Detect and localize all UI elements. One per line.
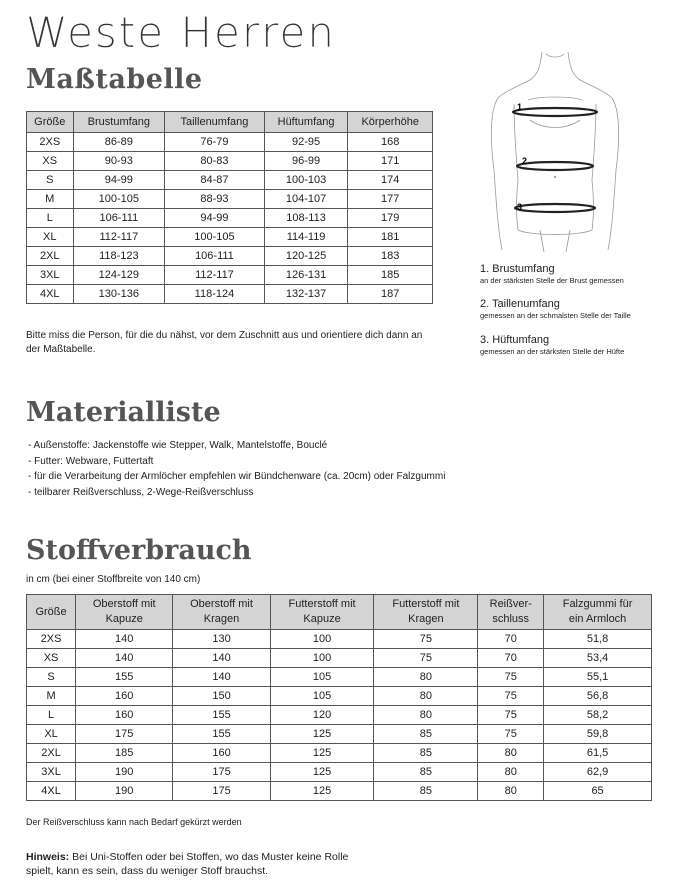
table-cell: 100 (270, 649, 374, 668)
column-header (76, 595, 173, 630)
column-header-text: Größe (34, 116, 66, 128)
column-header-text: Kragen (203, 613, 240, 625)
material-list (28, 438, 445, 500)
fabric-consumption-table (26, 594, 652, 801)
table-cell: 80 (478, 763, 544, 782)
list-item: - Außenstoffe: Jackenstoffe wie Stepper, Walk, Mantelstoffe, Bouclé (28, 440, 328, 451)
size-chart-heading: Maßtabelle (26, 64, 203, 95)
column-header-text: Kapuze (105, 613, 143, 625)
table-cell: 2XS (27, 630, 76, 649)
column-header-text: Kragen (408, 613, 444, 625)
column-header (173, 595, 270, 630)
table-cell: 62,9 (544, 763, 652, 782)
table-cell: 3XL (27, 266, 74, 285)
table-cell: XL (27, 228, 74, 247)
column-header (27, 595, 76, 630)
table-cell: 104-107 (264, 190, 348, 209)
column-header-text: Hüftumfang (277, 116, 335, 128)
column-header-text: Brustumfang (87, 116, 151, 128)
list-item: - teilbarer Reißverschluss, 2-Wege-Reißverschluss (28, 486, 254, 498)
table-cell: 85 (374, 744, 478, 763)
table-cell: 85 (374, 782, 478, 801)
table-cell: S (27, 668, 76, 687)
column-header (478, 595, 544, 630)
table-cell: 55,1 (544, 668, 652, 687)
column-header (348, 112, 433, 133)
table-cell: 105 (270, 668, 374, 687)
table-cell: 125 (270, 782, 374, 801)
torso-illustration (480, 40, 630, 260)
column-header-text: Reißver- (489, 598, 532, 610)
table-cell: 80 (374, 687, 478, 706)
column-header-text: Futterstoff mit (392, 598, 460, 610)
table-cell: 177 (348, 190, 433, 209)
table-cell: 3XL (27, 763, 76, 782)
column-header-text: Größe (35, 605, 67, 618)
table-row (27, 706, 652, 725)
table-cell: 105 (270, 687, 374, 706)
column-header-text: Futterstoff mit (288, 598, 356, 610)
table-cell: L (27, 706, 76, 725)
table-cell: 76-79 (165, 133, 265, 152)
table-row (27, 228, 433, 247)
column-header-text: schluss (492, 613, 530, 625)
table-cell: 112-117 (165, 266, 265, 285)
list-item: - Futter: Webware, Futtertaft (28, 455, 154, 467)
table-cell: 171 (348, 152, 433, 171)
table-cell: 70 (478, 649, 544, 668)
zipper-note: Der Reißverschluss kann nach Bedarf gekürzt werden (26, 817, 242, 827)
table-row (27, 266, 433, 285)
page-title: Weste Herren (26, 8, 336, 57)
marker-2: 2 (522, 156, 528, 166)
material-heading: Materialliste (26, 397, 221, 428)
table-cell: 85 (374, 763, 478, 782)
table-cell: 140 (173, 649, 270, 668)
table-row (27, 668, 652, 687)
table-cell: 185 (76, 744, 173, 763)
table-cell: 85 (374, 725, 478, 744)
table-cell: 70 (478, 630, 544, 649)
column-header (264, 112, 348, 133)
table-cell: 56,8 (544, 687, 652, 706)
table-cell: 2XL (27, 247, 74, 266)
table-cell: 125 (270, 725, 374, 744)
table-cell: 86-89 (73, 133, 165, 152)
column-header (27, 112, 74, 133)
table-cell: 75 (478, 725, 544, 744)
column-header-text: Oberstoff mit (190, 598, 253, 610)
table-cell: 75 (478, 706, 544, 725)
legend-item-2: 2. Taillenumfang gemessen an der schmalsten Stelle der Taille (480, 298, 631, 320)
table-cell: 118-123 (73, 247, 165, 266)
fabric-consumption-heading: Stoffverbrauch (26, 535, 252, 566)
table-cell: 187 (348, 285, 433, 304)
table-cell: 120-125 (264, 247, 348, 266)
table-cell: 124-129 (73, 266, 165, 285)
column-header (544, 595, 652, 630)
table-cell: 160 (76, 706, 173, 725)
table-cell: 53,4 (544, 649, 652, 668)
table-cell: 4XL (27, 285, 74, 304)
table-cell: 120 (270, 706, 374, 725)
table-cell: 125 (270, 763, 374, 782)
table-cell: 190 (76, 782, 173, 801)
table-cell: 155 (173, 706, 270, 725)
size-chart-note: Bitte miss die Person, für die du nähst, vor dem Zuschnitt aus und orientiere dich dann an der Maßtabelle. (26, 330, 423, 355)
table-cell: S (27, 171, 74, 190)
table-row (27, 171, 433, 190)
table-row (27, 630, 652, 649)
hint-text: Hinweis: Bei Uni-Stoffen oder bei Stoffen, wo das Muster keine Rolle spielt, kann es sein, dass du weniger Stoff brauchst. (26, 851, 349, 877)
table-cell: 140 (76, 630, 173, 649)
table-cell: 100-105 (73, 190, 165, 209)
column-header-text: Oberstoff mit (92, 598, 156, 610)
table-cell: 130 (173, 630, 270, 649)
table-cell: 75 (478, 668, 544, 687)
table-cell: 175 (173, 763, 270, 782)
table-cell: 106-111 (73, 209, 165, 228)
column-header (73, 112, 165, 133)
table-cell: XS (27, 649, 76, 668)
table-cell: 130-136 (73, 285, 165, 304)
table-cell: 75 (478, 687, 544, 706)
table-cell: 92-95 (264, 133, 348, 152)
column-header-text: Kapuze (303, 613, 341, 625)
marker-1: 1 (517, 102, 523, 112)
table-cell: 80 (478, 782, 544, 801)
list-item: - für die Verarbeitung der Armlöcher empfehlen wir Bündchenware (ca. 20cm) oder Falzgummi (28, 471, 446, 482)
table-cell: 132-137 (264, 285, 348, 304)
table-cell: 114-119 (264, 228, 348, 247)
table-cell: 125 (270, 744, 374, 763)
table-cell: 183 (348, 247, 433, 266)
table-cell: 160 (173, 744, 270, 763)
column-header-text: ein Armloch (568, 613, 627, 625)
table-row (27, 285, 433, 304)
table-cell: XS (27, 152, 74, 171)
table-row (27, 247, 433, 266)
table-row (27, 209, 433, 228)
table-cell: 174 (348, 171, 433, 190)
table-cell: 108-113 (264, 209, 348, 228)
marker-3: 3 (517, 202, 523, 212)
column-header-text: Falzgummi für (562, 598, 633, 610)
table-cell: 2XS (27, 133, 74, 152)
table-cell: 112-117 (73, 228, 165, 247)
column-header-text: Taillenumfang (180, 116, 249, 128)
table-header-row (27, 595, 652, 630)
table-cell: 4XL (27, 782, 76, 801)
table-cell: 80 (478, 744, 544, 763)
size-chart-table (26, 111, 433, 304)
table-row (27, 744, 652, 763)
table-cell: 140 (173, 668, 270, 687)
legend-item-1: 1. Brustumfang an der stärksten Stelle der Brust gemessen (480, 263, 624, 285)
table-cell: XL (27, 725, 76, 744)
table-cell: 80 (374, 668, 478, 687)
table-cell: M (27, 190, 74, 209)
table-row (27, 190, 433, 209)
table-cell: 100-103 (264, 171, 348, 190)
table-cell: 140 (76, 649, 173, 668)
table-cell: 94-99 (165, 209, 265, 228)
table-row (27, 687, 652, 706)
table-cell: 175 (173, 782, 270, 801)
table-cell: 61,5 (544, 744, 652, 763)
table-cell: 96-99 (264, 152, 348, 171)
table-cell: 106-111 (165, 247, 265, 266)
table-cell: 155 (76, 668, 173, 687)
table-cell: M (27, 687, 76, 706)
table-cell: 75 (374, 630, 478, 649)
table-cell: 94-99 (73, 171, 165, 190)
fabric-subtitle: in cm (bei einer Stoffbreite von 140 cm) (26, 574, 201, 585)
table-cell: 88-93 (165, 190, 265, 209)
table-cell: 80 (374, 706, 478, 725)
table-cell: 90-93 (73, 152, 165, 171)
column-header (165, 112, 265, 133)
table-header-row (27, 112, 433, 133)
table-cell: 65 (544, 782, 652, 801)
table-cell: 100-105 (165, 228, 265, 247)
table-cell: 51,8 (544, 630, 652, 649)
table-cell: 2XL (27, 744, 76, 763)
column-header-text: Körperhöhe (361, 116, 419, 128)
table-row (27, 782, 652, 801)
legend-item-3: 3. Hüftumfang gemessen an der stärksten Stelle der Hüfte (480, 334, 625, 356)
table-row (27, 763, 652, 782)
table-row (27, 152, 433, 171)
table-cell: 118-124 (165, 285, 265, 304)
table-cell: 58,2 (544, 706, 652, 725)
table-cell: 155 (173, 725, 270, 744)
table-cell: L (27, 209, 74, 228)
table-row (27, 649, 652, 668)
column-header (270, 595, 374, 630)
table-row (27, 725, 652, 744)
table-cell: 59,8 (544, 725, 652, 744)
table-cell: 175 (76, 725, 173, 744)
table-cell: 179 (348, 209, 433, 228)
table-cell: 185 (348, 266, 433, 285)
table-cell: 126-131 (264, 266, 348, 285)
table-cell: 80-83 (165, 152, 265, 171)
table-cell: 100 (270, 630, 374, 649)
table-cell: 190 (76, 763, 173, 782)
column-header (374, 595, 478, 630)
table-cell: 160 (76, 687, 173, 706)
table-cell: 75 (374, 649, 478, 668)
table-cell: 150 (173, 687, 270, 706)
table-cell: 168 (348, 133, 433, 152)
table-row (27, 133, 433, 152)
table-cell: 84-87 (165, 171, 265, 190)
table-cell: 181 (348, 228, 433, 247)
